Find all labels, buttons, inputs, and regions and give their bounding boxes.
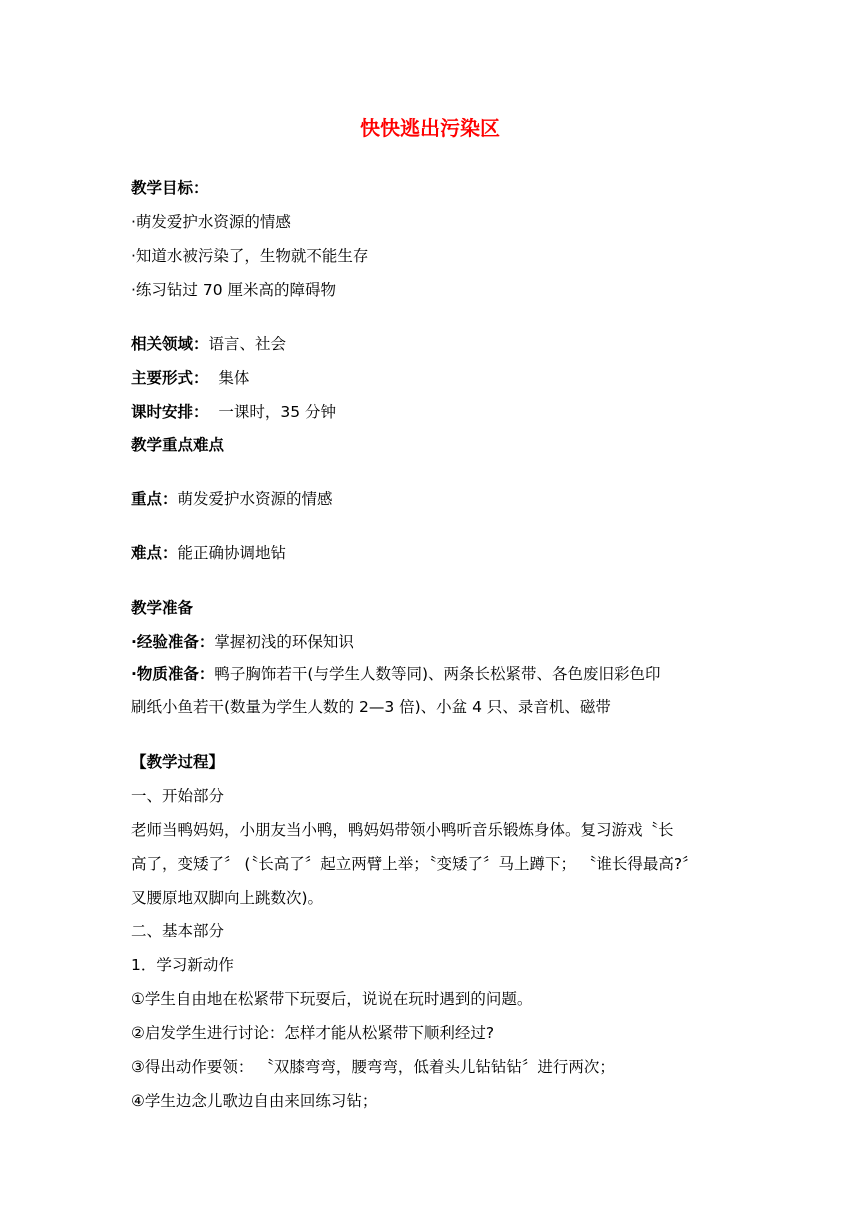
form-label: 主要形式：	[131, 369, 209, 387]
key-point-row	[131, 482, 731, 516]
step-item: ④学生边念儿歌边自由来回练习钻；	[131, 1092, 378, 1110]
step-item: ③得出动作要领： 〝双膝弯弯，腰弯弯，低着头儿钻钻钻〞进行两次；	[131, 1058, 615, 1076]
objective-item: ·知道水被污染了，生物就不能生存	[131, 247, 369, 265]
materials-continued: 刷纸小鱼若干(数量为学生人数的 2—3 倍)、小盆 4 只、录音机、磁带	[131, 698, 611, 716]
difficulty-value: 能正确协调地钻	[177, 544, 287, 562]
objective-item: ·萌发爱护水资源的情感	[131, 213, 291, 231]
process-heading: 【教学过程】	[131, 753, 225, 771]
paragraph-line: 老师当鸭妈妈，小朋友当小鸭，鸭妈妈带领小鸭听音乐锻炼身体。复习游戏〝长	[131, 821, 674, 839]
paragraph-line: 高了，变矮了〞 (〝长高了〞起立两臂上举；〝变矮了〞马上蹲下； 〝谁长得最高?〞	[131, 855, 698, 873]
domain-row	[131, 327, 731, 361]
domain-label: 相关领域：	[131, 335, 209, 353]
difficulty-row	[131, 536, 731, 570]
materials-row	[131, 657, 731, 691]
key-point-label: 重点：	[131, 490, 178, 508]
form-row	[131, 361, 731, 395]
domain-value: 语言、社会	[208, 335, 287, 353]
key-point-value: 萌发爱护水资源的情感	[177, 490, 333, 508]
schedule-row	[131, 395, 731, 429]
step-item: ①学生自由地在松紧带下玩耍后，说说在玩时遇到的问题。	[131, 990, 533, 1008]
prep-heading: 教学准备	[131, 599, 194, 617]
materials-text: 鸭子胸饰若干(与学生人数等同)、两条长松紧带、各色废旧彩色印	[214, 665, 661, 683]
objective-item: ·练习钻过 70 厘米高的障碍物	[131, 281, 337, 299]
subsection-heading: 1．学习新动作	[131, 956, 234, 974]
step-item: ②启发学生进行讨论：怎样才能从松紧带下顺利经过?	[131, 1024, 495, 1042]
form-value: 集体	[208, 369, 250, 387]
document-title: 快快逃出污染区	[360, 116, 500, 140]
difficulty-label: 难点：	[131, 544, 178, 562]
part-two-heading: 二、基本部分	[131, 922, 225, 940]
materials-label: ·物质准备：	[131, 665, 215, 683]
objectives-heading: 教学目标：	[131, 179, 209, 197]
schedule-value: 一课时，35 分钟	[208, 403, 337, 421]
keypoints-heading: 教学重点难点	[131, 436, 225, 454]
experience-value: 掌握初浅的环保知识	[214, 633, 354, 651]
paragraph-line: 叉腰原地双脚向上跳数次)。	[131, 889, 324, 907]
experience-row	[131, 625, 731, 659]
schedule-label: 课时安排：	[131, 403, 209, 421]
part-one-heading: 一、开始部分	[131, 787, 225, 805]
experience-label: ·经验准备：	[131, 633, 215, 651]
